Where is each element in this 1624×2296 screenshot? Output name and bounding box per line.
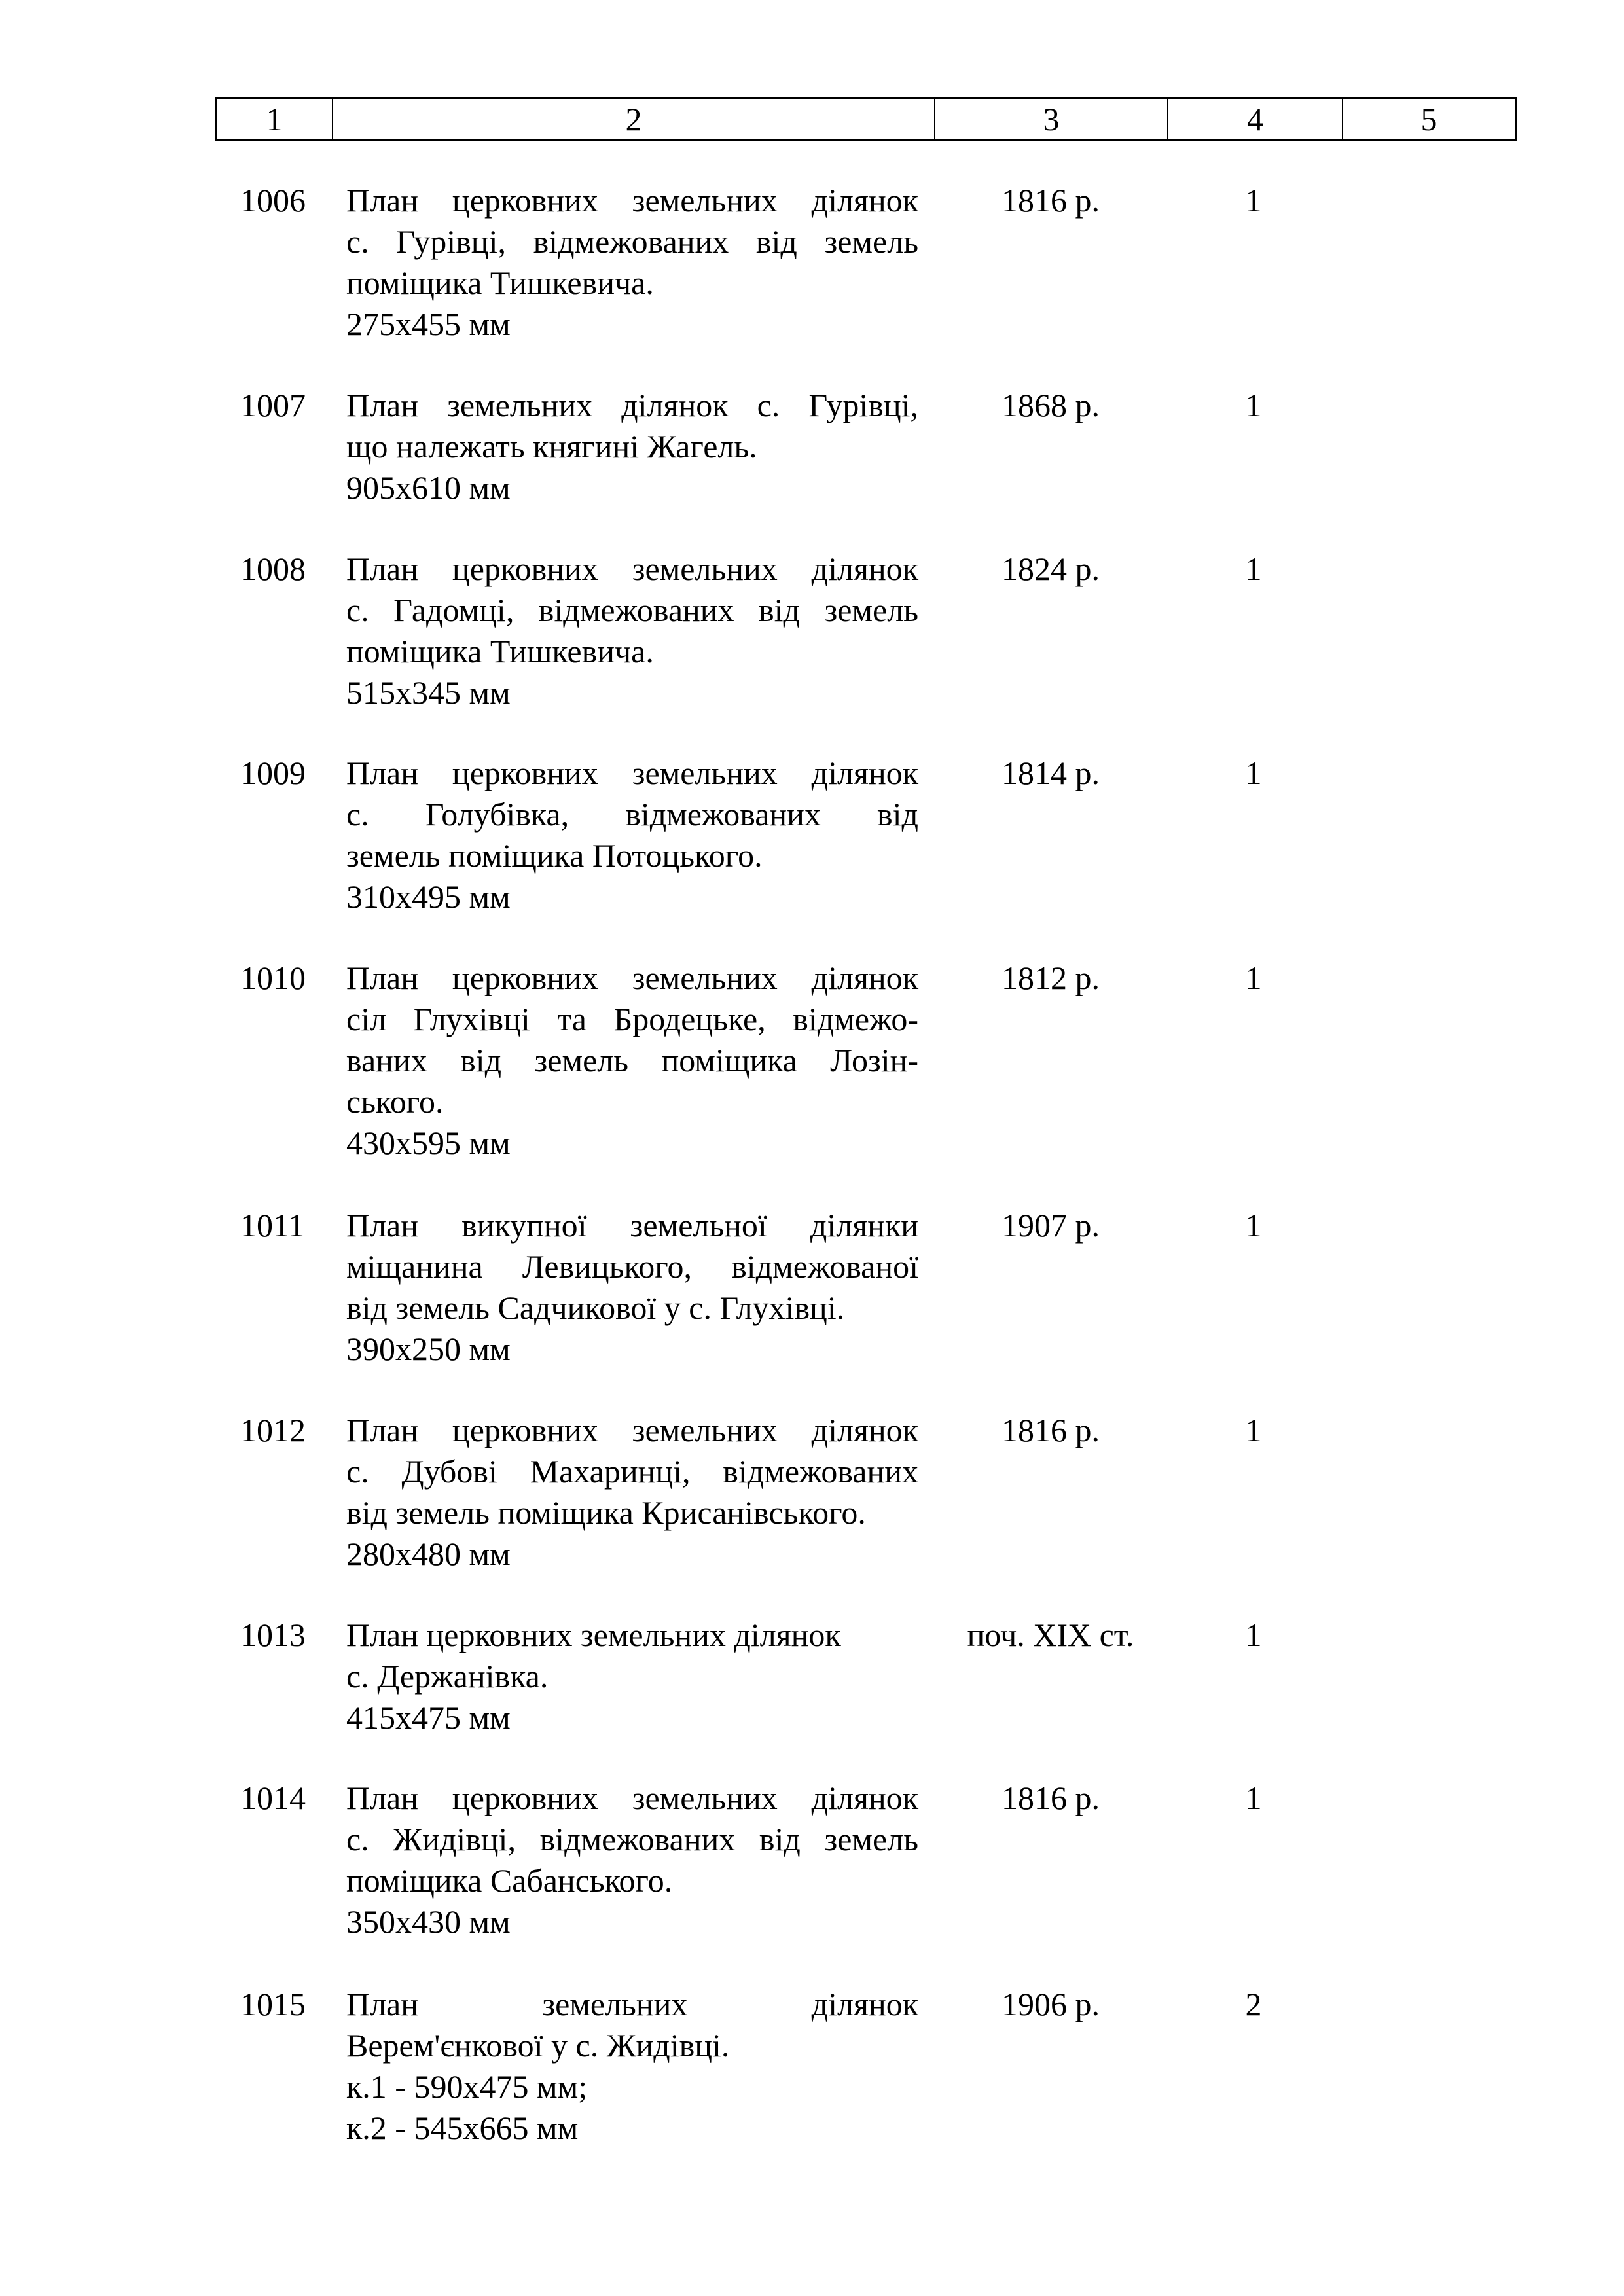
entry-date: 1907 р. <box>1001 1207 1100 1244</box>
entry-size: 350х430 мм <box>346 1903 511 1940</box>
description-line: ського. <box>346 1083 444 1120</box>
entry-date: 1816 р. <box>1001 1412 1100 1448</box>
entry-date: 1814 р. <box>1001 755 1100 791</box>
entry-number: 1011 <box>240 1207 305 1244</box>
entry-description <box>346 1984 918 2149</box>
description-line: План церковних земельних ділянок <box>346 550 918 587</box>
entry-date: 1868 р. <box>1001 387 1100 423</box>
description-line: поміщика Тишкевича. <box>346 633 654 670</box>
entry-count: 1 <box>1245 960 1262 996</box>
entry-description <box>346 1205 918 1370</box>
entry-count: 1 <box>1245 550 1262 587</box>
entry-count: 1 <box>1245 182 1262 219</box>
entry-size: 415х475 мм <box>346 1699 511 1736</box>
entry-number: 1015 <box>240 1986 306 2022</box>
entry-size: 310х495 мм <box>346 878 511 915</box>
entry-description <box>346 180 918 345</box>
entry-number: 1007 <box>240 387 306 423</box>
entry-number: 1014 <box>240 1780 306 1816</box>
description-line: від земель Садчикової у с. Глухівці. <box>346 1289 845 1326</box>
entry-count: 1 <box>1245 1780 1262 1816</box>
entry-description <box>346 1410 918 1575</box>
column-number-header <box>215 97 1517 141</box>
entry-date: поч. XIX ст. <box>967 1617 1134 1653</box>
entry-size: к.2 - 545х665 мм <box>346 2109 579 2146</box>
description-line: План церковних земельних ділянок <box>346 1412 918 1448</box>
entry-count: 1 <box>1245 1412 1262 1448</box>
entry-size: 275х455 мм <box>346 306 511 342</box>
header-col-4: 4 <box>1168 99 1343 139</box>
entry-number: 1012 <box>240 1412 306 1448</box>
entry-size: 390х250 мм <box>346 1331 511 1367</box>
description-line: План церковних земельних ділянок <box>346 182 918 219</box>
description-line: с. Жидівці, відмежованих від земель <box>346 1821 918 1857</box>
entry-description <box>346 385 918 509</box>
entry-date: 1816 р. <box>1001 182 1100 219</box>
entry-count: 2 <box>1245 1986 1262 2022</box>
entry-number: 1010 <box>240 960 306 996</box>
description-line: с. Дубові Махаринці, відмежованих <box>346 1453 918 1490</box>
entry-size: 280х480 мм <box>346 1535 511 1572</box>
header-col-1: 1 <box>217 99 333 139</box>
description-line: План церковних земельних ділянок <box>346 1617 841 1653</box>
description-line: План церковних земельних ділянок <box>346 960 918 996</box>
description-line: План земельних ділянок <box>346 1986 918 2022</box>
description-line: поміщика Сабанського. <box>346 1862 673 1899</box>
entry-size: к.1 - 590х475 мм; <box>346 2068 588 2105</box>
entry-date: 1816 р. <box>1001 1780 1100 1816</box>
entry-count: 1 <box>1245 755 1262 791</box>
entry-size: 905х610 мм <box>346 469 511 506</box>
entry-description <box>346 1615 918 1738</box>
entry-number: 1013 <box>240 1617 306 1653</box>
entry-date: 1824 р. <box>1001 550 1100 587</box>
entry-number: 1009 <box>240 755 306 791</box>
description-line: міщанина Левицького, відмежованої <box>346 1248 918 1285</box>
header-col-5: 5 <box>1420 101 1437 137</box>
entry-description <box>346 548 918 713</box>
description-line: Верем'єнкової у с. Жидівці. <box>346 2027 730 2064</box>
description-line: с. Гадомці, відмежованих від земель <box>346 592 918 628</box>
description-line: поміщика Тишкевича. <box>346 264 654 301</box>
description-line: сіл Глухівці та Бродецьке, відмежо- <box>346 1001 918 1037</box>
description-line: ваних від земель поміщика Лозін- <box>346 1042 918 1079</box>
entry-number: 1006 <box>240 182 306 219</box>
entry-date: 1812 р. <box>1001 960 1100 996</box>
description-line: План церковних земельних ділянок <box>346 755 918 791</box>
entry-date: 1906 р. <box>1001 1986 1100 2022</box>
description-line: План церковних земельних ділянок <box>346 1780 918 1816</box>
entry-count: 1 <box>1245 1207 1262 1244</box>
entry-count: 1 <box>1245 1617 1262 1653</box>
entry-size: 430х595 мм <box>346 1124 511 1161</box>
entry-description <box>346 753 918 918</box>
entry-number: 1008 <box>240 550 306 587</box>
entry-count: 1 <box>1245 387 1262 423</box>
description-line: від земель поміщика Крисанівського. <box>346 1494 866 1531</box>
entry-description <box>346 958 918 1164</box>
description-line: с. Гурівці, відмежованих від земель <box>346 223 918 260</box>
description-line: с. Голубівка, відмежованих від <box>346 796 918 833</box>
description-line: План земельних ділянок с. Гурівці, <box>346 387 918 423</box>
entry-size: 515х345 мм <box>346 674 511 711</box>
description-line: с. Держанівка. <box>346 1658 549 1695</box>
header-col-3: 3 <box>935 99 1168 139</box>
header-col-2: 2 <box>333 99 935 139</box>
entry-description <box>346 1778 918 1943</box>
description-line: земель поміщика Потоцького. <box>346 837 763 874</box>
description-line: План викупної земельної ділянки <box>346 1207 918 1244</box>
description-line: що належать княгині Жагель. <box>346 428 757 465</box>
